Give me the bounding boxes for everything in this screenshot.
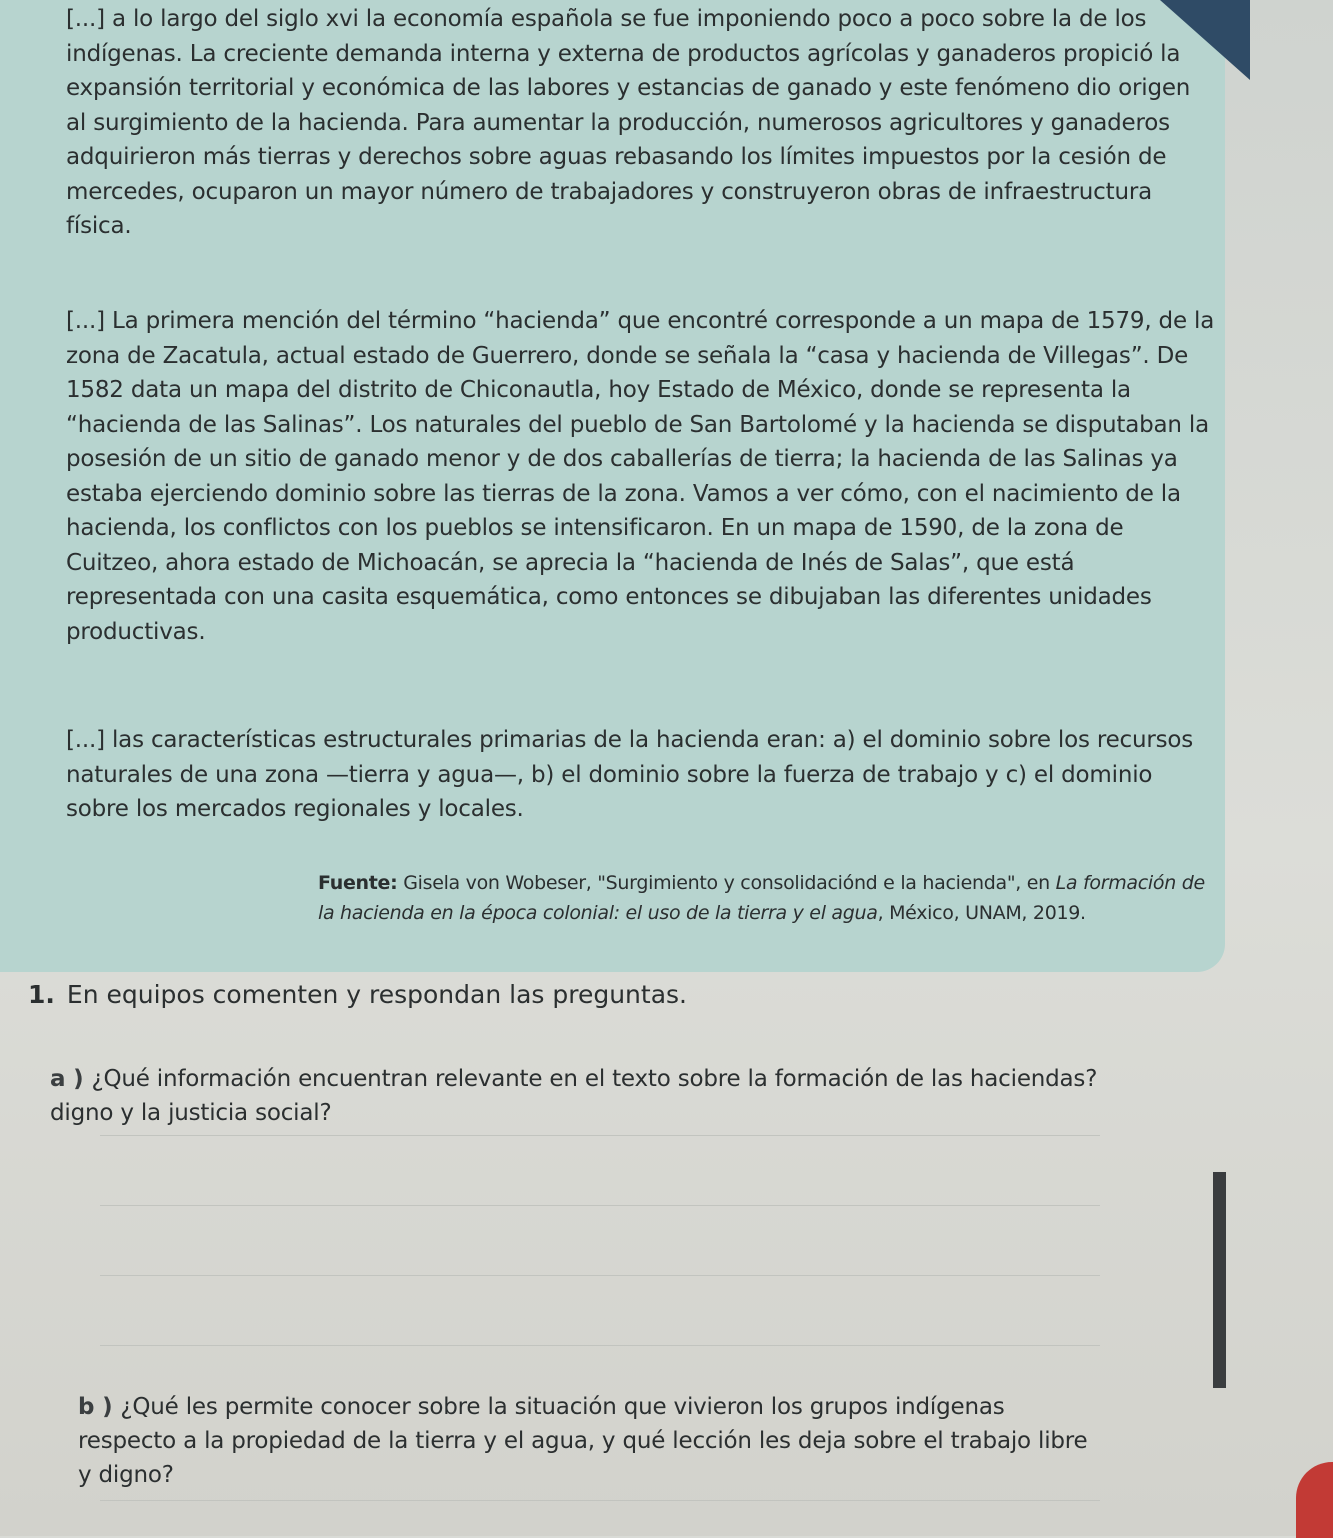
source-label: Fuente: xyxy=(318,872,398,894)
question-a xyxy=(50,1062,1100,1130)
question-b-letter: b ) xyxy=(78,1394,113,1420)
reading-paragraph-2: [...] La primera mención del término “hacienda” que encontré corresponde a un mapa de 1579, de la zona de Zacatula, actual estado de Guerrero, donde se señala la “casa y hacienda de Villegas”. De 1582 data un mapa del distrito de Chiconautla, hoy Estado de México, donde se representa la “hacienda de las Salinas”. Los naturales del pueblo de San Bartolomé y la hacienda se disputaban la posesión de un sitio de ganado menor y de dos caballerías de tierra; la hacienda de las Salinas ya estaba ejerciendo dominio sobre las tierras de la zona. Vamos a ver cómo, con el nacimiento de la hacienda, los conflictos con los pueblos se intensificaron. En un mapa de 1590, de la zona de Cuitzeo, ahora estado de Michoacán, se aprecia la “hacienda de Inés de Salas”, que está representada con una casita esquemática, como entonces se dibujaban las diferentes unidades productivas. xyxy=(66,308,1215,645)
activity-text: En equipos comenten y respondan las preguntas. xyxy=(66,980,687,1009)
reading-paragraph-1: [...] a lo largo del siglo xvi la economía española se fue imponiendo poco a poco sobre la de los indígenas. La creciente demanda interna y externa de productos agrícolas y ganaderos propició la expansión territorial y económica de las labores y estancias de ganado y este fenómeno dio origen al surgimiento de la hacienda. Para aumentar la producción, numerosos agricultores y ganaderos adquirieron más tierras y derechos sobre aguas rebasando los límites impuestos por la cesión de mercedes, ocuparon un mayor número de trabajadores y construyeron obras de infraestructura física. xyxy=(66,6,1191,239)
activity-number: 1. xyxy=(28,980,55,1009)
question-b-text: ¿Qué les permite conocer sobre la situación que vivieron los grupos indígenas respecto a la propiedad de la tierra y el agua, y qué lección les deja sobre el trabajo libre y digno? xyxy=(78,1394,1088,1488)
source-tail: , México, UNAM, 2019. xyxy=(877,902,1086,924)
source-book-title: La formación de la hacienda en la época colonial: el uso de la tierra y el agua xyxy=(318,872,1205,924)
answer-line xyxy=(100,1205,1100,1206)
question-b xyxy=(78,1390,1108,1492)
question-a-letter: a ) xyxy=(50,1066,84,1092)
answer-line xyxy=(100,1500,1100,1501)
question-a-text: ¿Qué información encuentran relevante en el texto sobre la formación de las haciendas? digno y la justicia social? xyxy=(50,1066,1098,1126)
activity-instruction xyxy=(28,978,687,1012)
source-citation xyxy=(318,868,1218,928)
page-edge-bar xyxy=(1213,1172,1226,1388)
reading-paragraph-3: [...] las características estructurales primarias de la hacienda eran: a) el dominio sobre los recursos naturales de una zona —tierra y agua—, b) el dominio sobre la fuerza de trabajo y c) el dominio sobre los mercados regionales y locales. xyxy=(66,727,1194,822)
answer-line xyxy=(100,1345,1100,1346)
answer-line xyxy=(100,1275,1100,1276)
answer-line xyxy=(100,1135,1100,1136)
source-text: Gisela von Wobeser, "Surgimiento y consolidaciónd e la hacienda", en xyxy=(397,872,1056,894)
